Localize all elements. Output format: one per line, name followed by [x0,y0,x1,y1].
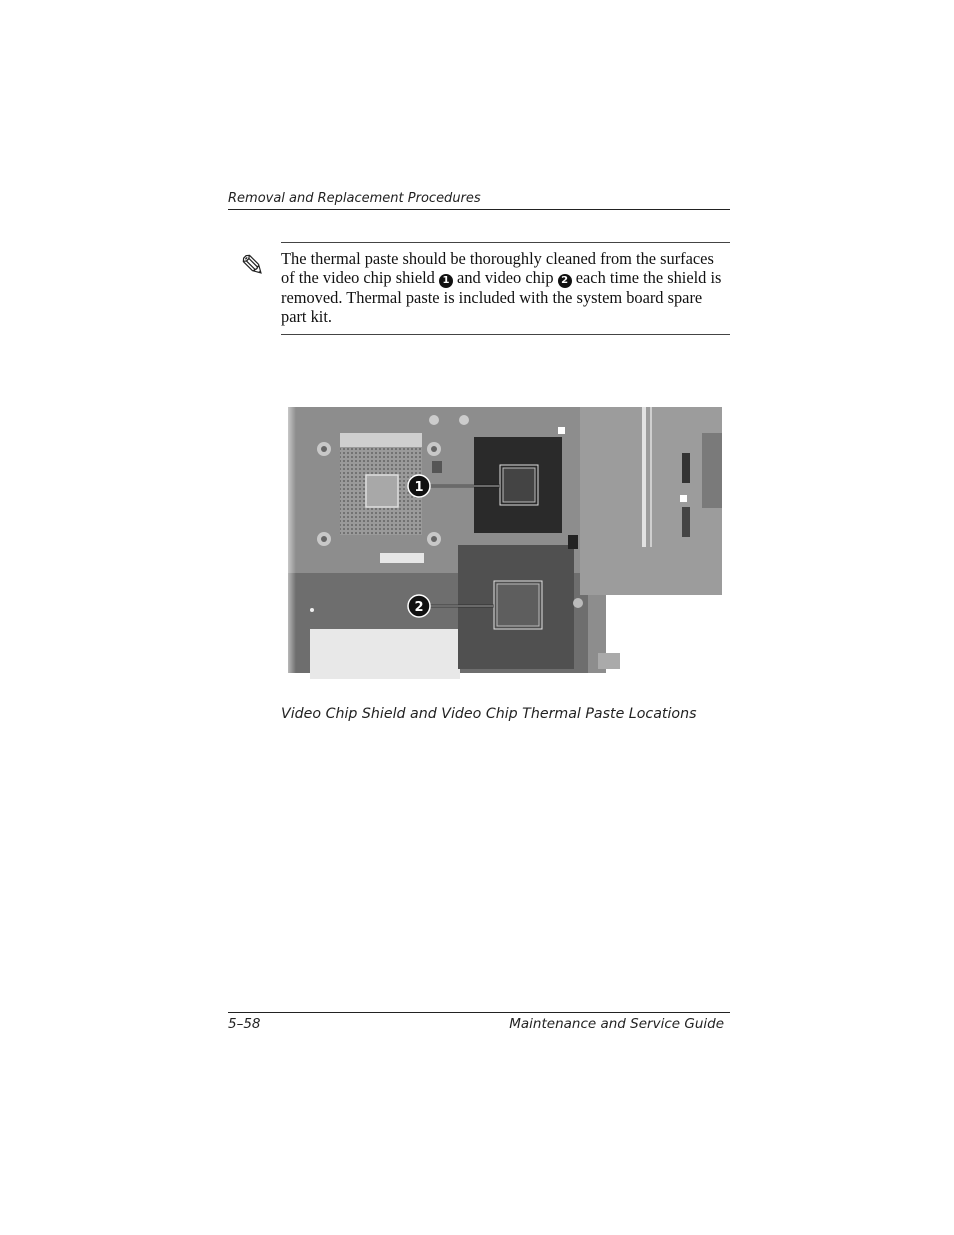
figure-caption: Video Chip Shield and Video Chip Thermal Paste Locations [281,706,697,722]
running-footer [228,1012,730,1032]
figure-callout-1-label: 1 [414,480,424,495]
note-text-2: and video chip [452,268,558,288]
note-box [281,242,730,335]
system-board-photo [282,403,728,683]
note-text-1: The thermal paste should be thoroughly cleaned from the surfaces of the video chip shield [281,249,714,288]
callout-2: 2 [558,274,572,288]
figure-callout-2 [408,595,430,617]
page-number: 5–58 [228,1016,261,1032]
callout-1: 1 [439,274,453,288]
pencil-icon: ✎ [240,249,266,284]
figure-callout-1 [408,475,430,497]
note-text-3: each time the shield is removed. Thermal paste is included with the system board spare part kit. [281,268,722,327]
running-header [228,191,730,210]
section-title: Removal and Replacement Procedures [228,191,481,206]
figure-callout-2-label: 2 [414,600,424,615]
guide-title: Maintenance and Service Guide [509,1016,724,1032]
